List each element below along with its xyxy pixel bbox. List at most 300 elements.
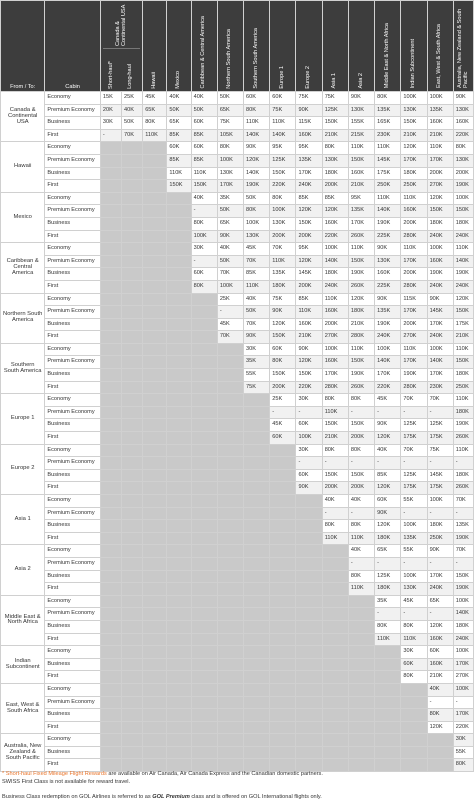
table-row [1, 746, 474, 759]
mileage-cell [270, 696, 296, 709]
mileage-cell [296, 507, 322, 520]
mileage-cell [270, 709, 296, 722]
mileage-cell: 100K [427, 343, 453, 356]
region-label: Southern South America [1, 343, 45, 393]
table-row [1, 595, 474, 608]
mileage-cell: 190K [244, 180, 270, 193]
mileage-cell: 190K [375, 318, 401, 331]
mileage-cell: 80K [401, 620, 427, 633]
mileage-cell: 145K [296, 268, 322, 281]
mileage-cell [217, 633, 243, 646]
mileage-cell: 125K [427, 419, 453, 432]
mileage-cell: 180K [270, 280, 296, 293]
region-label: Australia, New Zealand & South Pacific [1, 734, 45, 772]
cabin-label: Economy [45, 444, 100, 457]
mileage-cell [122, 154, 143, 167]
mileage-cell [191, 306, 217, 319]
cabin-label: Economy [45, 92, 100, 105]
dest-label: Caribbean & Central America [200, 15, 207, 89]
mileage-cell: 180K [453, 217, 473, 230]
dest-header-southern-south-america [244, 1, 270, 92]
mileage-cell: 240K [427, 331, 453, 344]
mileage-cell: 220K [375, 381, 401, 394]
mileage-cell [122, 482, 143, 495]
mileage-cell: 50K [167, 104, 191, 117]
mileage-cell: 95K [296, 142, 322, 155]
mileage-cell [217, 595, 243, 608]
mileage-cell [143, 620, 167, 633]
mileage-cell [122, 721, 143, 734]
mileage-cell: 80K [375, 92, 401, 105]
mileage-cell [167, 343, 191, 356]
mileage-cell: - [375, 557, 401, 570]
mileage-cell: 100K [427, 243, 453, 256]
mileage-cell: 160K [453, 117, 473, 130]
mileage-cell: 60K [427, 646, 453, 659]
table-row [1, 381, 474, 394]
mileage-cell: 30K [100, 117, 121, 130]
mileage-cell: 70K [270, 243, 296, 256]
mileage-cell [191, 620, 217, 633]
mileage-cell: 240K [296, 180, 322, 193]
dest-label: East, West & South Africa [436, 24, 443, 89]
table-row [1, 230, 474, 243]
mileage-cell [143, 482, 167, 495]
mileage-cell [143, 192, 167, 205]
mileage-cell: 260K [453, 482, 473, 495]
mileage-cell [143, 180, 167, 193]
mileage-cell: 160K [296, 129, 322, 142]
table-row [1, 117, 474, 130]
footnotes [2, 770, 472, 801]
mileage-cell [348, 658, 374, 671]
mileage-cell [191, 557, 217, 570]
mileage-cell: 215K [348, 129, 374, 142]
mileage-cell: 50K [244, 306, 270, 319]
mileage-cell [191, 671, 217, 684]
mileage-cell [143, 268, 167, 281]
mileage-cell [122, 557, 143, 570]
mileage-cell: 170K [427, 570, 453, 583]
mileage-cell: 260K [348, 230, 374, 243]
mileage-cell: 50K [122, 117, 143, 130]
mileage-cell [100, 230, 121, 243]
short-haul-link[interactable]: Short-haul Fixed Mileage Flight Rewards [5, 771, 107, 777]
mileage-cell: 190K [348, 268, 374, 281]
mileage-cell [100, 507, 121, 520]
mileage-cell: 175K [401, 432, 427, 445]
mileage-cell [191, 457, 217, 470]
mileage-cell [100, 595, 121, 608]
mileage-cell: 90K [244, 142, 270, 155]
mileage-cell: 30K [296, 444, 322, 457]
mileage-cell: 160K [322, 217, 348, 230]
mileage-cell [348, 633, 374, 646]
canada-short-haul-label: Short-haul* [108, 61, 115, 89]
mileage-cell: 145K [375, 154, 401, 167]
mileage-cell [322, 734, 348, 747]
mileage-cell: 200K [270, 230, 296, 243]
table-row [1, 343, 474, 356]
mileage-cell: 225K [375, 230, 401, 243]
mileage-cell: 150K [348, 255, 374, 268]
mileage-cell [167, 406, 191, 419]
mileage-cell [401, 709, 427, 722]
canada-group-label: Canada & Continental USA [114, 4, 127, 46]
mileage-cell: 200K [322, 482, 348, 495]
mileage-cell: 140K [375, 205, 401, 218]
mileage-cell [217, 608, 243, 621]
mileage-cell [122, 495, 143, 508]
dest-label: Europe 1 [278, 65, 285, 89]
mileage-cell: 85K [244, 268, 270, 281]
mileage-cell [348, 620, 374, 633]
mileage-cell [100, 394, 121, 407]
mileage-cell [191, 545, 217, 558]
mileage-cell: 130K [401, 104, 427, 117]
dest-label: Middle East & North Africa [383, 23, 390, 89]
mileage-cell: 80K [348, 520, 374, 533]
mileage-cell [122, 406, 143, 419]
cabin-label: First [45, 129, 100, 142]
mileage-cell: 110K [348, 243, 374, 256]
mileage-cell: 280K [401, 381, 427, 394]
mileage-cell [244, 683, 270, 696]
region-label: Mexico [1, 192, 45, 242]
mileage-cell [270, 595, 296, 608]
mileage-cell [167, 356, 191, 369]
mileage-cell: 220K [270, 180, 296, 193]
mileage-cell [143, 255, 167, 268]
mileage-cell [191, 507, 217, 520]
cabin-label: Economy [45, 394, 100, 407]
mileage-cell: 40K [427, 683, 453, 696]
mileage-cell: 170K [322, 369, 348, 382]
mileage-cell: - [453, 507, 473, 520]
mileage-cell: 60K [191, 268, 217, 281]
mileage-cell [100, 369, 121, 382]
mileage-cell: 135K [453, 520, 473, 533]
mileage-cell: 100K [375, 343, 401, 356]
mileage-cell [167, 620, 191, 633]
mileage-cell: 120K [427, 721, 453, 734]
footnote-short-haul-text: are available on Air Canada, Air Canada Express and the Canadian domestic partners. [106, 771, 323, 777]
mileage-cell [100, 495, 121, 508]
mileage-cell [100, 406, 121, 419]
mileage-cell: 130K [401, 583, 427, 596]
cabin-label: Economy [45, 142, 100, 155]
mileage-cell [122, 671, 143, 684]
mileage-cell: 160K [296, 318, 322, 331]
mileage-cell: 60K [191, 117, 217, 130]
mileage-cell: 170K [348, 217, 374, 230]
mileage-cell: 250K [427, 532, 453, 545]
mileage-cell: 110K [453, 394, 473, 407]
mileage-cell [167, 331, 191, 344]
mileage-cell [167, 557, 191, 570]
mileage-cell: 200K [401, 318, 427, 331]
mileage-cell [100, 570, 121, 583]
mileage-cell: 180K [375, 583, 401, 596]
region-label: Asia 1 [1, 495, 45, 545]
mileage-cell [122, 620, 143, 633]
mileage-cell [100, 457, 121, 470]
mileage-cell: 25K [122, 92, 143, 105]
mileage-cell: 90K [375, 419, 401, 432]
cabin-label: Economy [45, 545, 100, 558]
mileage-cell: 70K [122, 129, 143, 142]
mileage-cell [167, 658, 191, 671]
mileage-cell: 130K [244, 230, 270, 243]
region-label: Europe 2 [1, 444, 45, 494]
mileage-cell: 210K [348, 318, 374, 331]
mileage-cell: 100K [217, 280, 243, 293]
mileage-cell [122, 356, 143, 369]
mileage-cell [167, 318, 191, 331]
mileage-cell [122, 369, 143, 382]
mileage-cell [143, 721, 167, 734]
cabin-label: Business [45, 469, 100, 482]
mileage-cell [191, 406, 217, 419]
mileage-cell: 110K [453, 444, 473, 457]
mileage-cell [167, 709, 191, 722]
mileage-cell [375, 746, 401, 759]
mileage-cell [143, 280, 167, 293]
mileage-cell [122, 734, 143, 747]
mileage-cell: 110K [322, 532, 348, 545]
mileage-cell [217, 457, 243, 470]
table-row [1, 709, 474, 722]
mileage-cell [375, 646, 401, 659]
from-to-header: From / To: [1, 1, 45, 92]
mileage-cell [100, 545, 121, 558]
cabin-label: Economy [45, 734, 100, 747]
mileage-cell: 70K [217, 331, 243, 344]
mileage-cell [143, 583, 167, 596]
cabin-label: Business [45, 419, 100, 432]
table-row [1, 192, 474, 205]
mileage-cell: - [217, 306, 243, 319]
mileage-cell [122, 709, 143, 722]
mileage-cell [296, 595, 322, 608]
mileage-cell: 30K [401, 646, 427, 659]
mileage-cell: 220K [322, 230, 348, 243]
table-row [1, 683, 474, 696]
table-row [1, 129, 474, 142]
dest-header-europe-1 [270, 1, 296, 92]
mileage-cell [143, 595, 167, 608]
mileage-cell: 180K [322, 268, 348, 281]
mileage-cell: 170K [453, 709, 473, 722]
mileage-cell: 175K [427, 432, 453, 445]
mileage-cell [375, 721, 401, 734]
mileage-cell: 200K [427, 167, 453, 180]
mileage-cell: 150K [348, 154, 374, 167]
mileage-cell [270, 746, 296, 759]
mileage-cell [401, 734, 427, 747]
mileage-cell: - [427, 406, 453, 419]
table-row [1, 369, 474, 382]
mileage-cell [270, 444, 296, 457]
mileage-cell: 165K [375, 117, 401, 130]
mileage-cell: 80K [322, 142, 348, 155]
mileage-cell: 120K [375, 432, 401, 445]
mileage-cell [348, 709, 374, 722]
mileage-cell [191, 394, 217, 407]
mileage-cell: - [375, 457, 401, 470]
mileage-cell [122, 646, 143, 659]
mileage-cell [375, 696, 401, 709]
mileage-cell [167, 255, 191, 268]
mileage-cell: 75K [217, 117, 243, 130]
footnote-swiss: SWISS First Class is not available for reward travel. [2, 779, 131, 786]
mileage-cell [296, 570, 322, 583]
mileage-cell [143, 608, 167, 621]
mileage-cell [122, 545, 143, 558]
mileage-cell [191, 746, 217, 759]
mileage-cell [217, 671, 243, 684]
mileage-cell [296, 709, 322, 722]
mileage-cell: 60K [296, 419, 322, 432]
mileage-cell [100, 343, 121, 356]
mileage-cell: 150K [322, 469, 348, 482]
mileage-cell: 190K [453, 532, 473, 545]
mileage-cell [296, 583, 322, 596]
mileage-cell: 110K [244, 117, 270, 130]
mileage-cell [191, 583, 217, 596]
mileage-cell [217, 444, 243, 457]
mileage-cell: 110K [427, 142, 453, 155]
mileage-cell: 170K [375, 369, 401, 382]
mileage-cell [322, 646, 348, 659]
mileage-cell: 85K [167, 154, 191, 167]
table-row [1, 507, 474, 520]
mileage-cell: 210K [401, 129, 427, 142]
mileage-cell [167, 532, 191, 545]
mileage-cell [270, 520, 296, 533]
mileage-cell: 140K [244, 129, 270, 142]
mileage-cell: 175K [375, 167, 401, 180]
mileage-cell [100, 419, 121, 432]
mileage-cell [217, 532, 243, 545]
mileage-cell: 85K [191, 129, 217, 142]
mileage-cell: 85K [167, 129, 191, 142]
mileage-cell: 180K [453, 620, 473, 633]
mileage-cell: 110K [270, 117, 296, 130]
mileage-cell: 170K [401, 306, 427, 319]
cabin-label: Economy [45, 646, 100, 659]
footnote-gol-prefix: Business Class redemption on GOL Airlines is referred to as [2, 793, 153, 800]
mileage-cell [167, 595, 191, 608]
mileage-cell: 140K [427, 356, 453, 369]
mileage-cell: 180K [427, 520, 453, 533]
mileage-cell [217, 746, 243, 759]
mileage-cell: 85K [375, 469, 401, 482]
dest-header-indian-subcontinent [401, 1, 427, 92]
mileage-cell: 190K [453, 419, 473, 432]
mileage-cell: 110K [375, 142, 401, 155]
table-row [1, 671, 474, 684]
mileage-cell [244, 734, 270, 747]
mileage-cell [217, 658, 243, 671]
mileage-cell [143, 709, 167, 722]
mileage-cell: 40K [348, 495, 374, 508]
mileage-cell: 240K [427, 583, 453, 596]
table-row [1, 406, 474, 419]
mileage-cell [296, 658, 322, 671]
canada-long-haul-label: Long-haul [126, 64, 133, 89]
mileage-cell [122, 217, 143, 230]
mileage-cell [143, 432, 167, 445]
mileage-cell: 45K [217, 318, 243, 331]
table-row [1, 180, 474, 193]
mileage-cell [244, 406, 270, 419]
mileage-cell: 140K [270, 129, 296, 142]
mileage-cell: 100K [296, 432, 322, 445]
mileage-cell: 40K [217, 243, 243, 256]
mileage-cell [244, 595, 270, 608]
mileage-cell [270, 532, 296, 545]
mileage-cell [143, 343, 167, 356]
mileage-cell [217, 734, 243, 747]
mileage-cell: 110K [244, 280, 270, 293]
mileage-cell: - [401, 457, 427, 470]
footnote-short-haul [2, 770, 472, 778]
mileage-cell [167, 520, 191, 533]
mileage-cell: 110K [270, 255, 296, 268]
mileage-cell: 90K [427, 293, 453, 306]
mileage-cell: 35K [217, 192, 243, 205]
mileage-cell: 95K [348, 192, 374, 205]
mileage-cell [143, 444, 167, 457]
mileage-cell [167, 381, 191, 394]
mileage-cell: - [401, 557, 427, 570]
mileage-cell: 50K [191, 104, 217, 117]
mileage-cell: - [427, 457, 453, 470]
cabin-label: Premium Economy [45, 457, 100, 470]
mileage-cell: 100K [427, 495, 453, 508]
dest-header-mexico [167, 1, 191, 92]
mileage-cell [270, 495, 296, 508]
mileage-cell [122, 243, 143, 256]
mileage-cell [143, 318, 167, 331]
dest-label: Asia 2 [357, 72, 364, 89]
mileage-cell [122, 457, 143, 470]
mileage-cell: 85K [191, 154, 217, 167]
cabin-label: Economy [45, 683, 100, 696]
mileage-cell: - [453, 457, 473, 470]
mileage-cell [401, 683, 427, 696]
mileage-cell: 75K [296, 92, 322, 105]
mileage-cell [122, 419, 143, 432]
mileage-cell: 210K [322, 129, 348, 142]
mileage-cell [217, 394, 243, 407]
cabin-label: Business [45, 520, 100, 533]
mileage-cell [191, 495, 217, 508]
mileage-cell: 30K [244, 343, 270, 356]
mileage-cell [217, 507, 243, 520]
mileage-cell: 120K [270, 318, 296, 331]
mileage-cell [167, 696, 191, 709]
table-row [1, 469, 474, 482]
table-row [1, 356, 474, 369]
mileage-cell [217, 583, 243, 596]
mileage-cell [296, 532, 322, 545]
mileage-cell: 220K [453, 721, 473, 734]
mileage-cell [143, 658, 167, 671]
region-label: Middle East & North Africa [1, 595, 45, 645]
mileage-cell [191, 469, 217, 482]
